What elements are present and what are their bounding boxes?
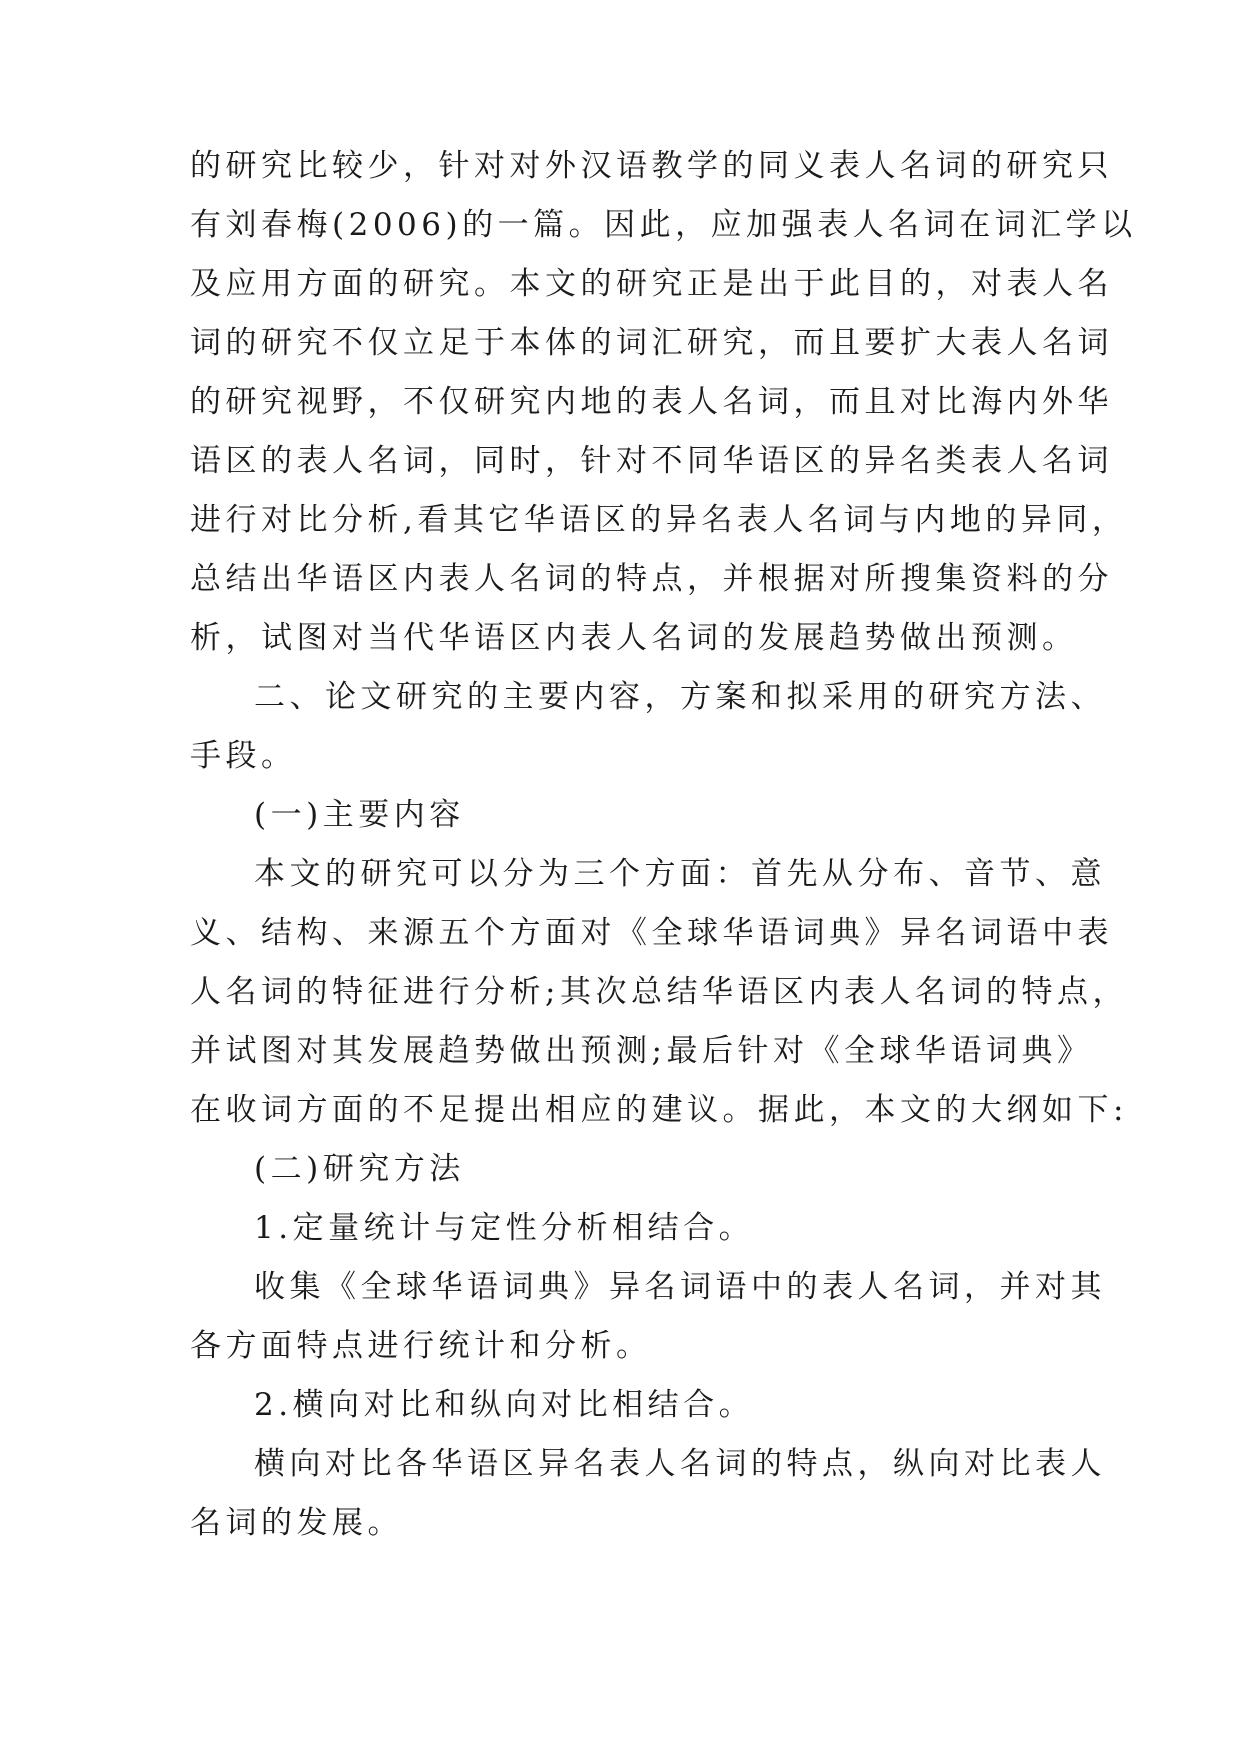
text-line: 有刘春梅(2006)的一篇。因此，应加强表人名词在词汇学以 [190, 207, 1137, 243]
text-line: 进行对比分析,看其它华语区的异名表人名词与内地的异同， [190, 502, 1128, 538]
section-heading: 二、论文研究的主要内容，方案和拟采用的研究方法、 [254, 679, 1106, 715]
text-line: 义、结构、来源五个方面对《全球华语词典》异名词语中表 [190, 915, 1113, 951]
subsection-heading: (二)研究方法 [254, 1151, 465, 1187]
subsection-heading: (一)主要内容 [254, 797, 465, 833]
text-line: 各方面特点进行统计和分析。 [190, 1328, 652, 1364]
text-line: 手段。 [190, 738, 297, 774]
text-line: 人名词的特征进行分析;其次总结华语区内表人名词的特点， [190, 974, 1128, 1010]
text-line: 在收词方面的不足提出相应的建议。据此，本文的大纲如下: [190, 1092, 1128, 1128]
text-line: 及应用方面的研究。本文的研究正是出于此目的，对表人名 [190, 266, 1113, 302]
list-item-heading: 2.横向对比和纵向对比相结合。 [254, 1387, 755, 1423]
text-line: 并试图对其发展趋势做出预测;最后针对《全球华语词典》 [190, 1033, 1093, 1069]
list-item-heading: 1.定量统计与定性分析相结合。 [254, 1210, 755, 1246]
text-line: 析，试图对当代华语区内表人名词的发展趋势做出预测。 [190, 620, 1078, 656]
text-line: 词的研究不仅立足于本体的词汇研究，而且要扩大表人名词 [190, 325, 1113, 361]
text-line: 的研究比较少，针对对外汉语教学的同义表人名词的研究只 [190, 148, 1113, 184]
text-line: 的研究视野，不仅研究内地的表人名词，而且对比海内外华 [190, 384, 1113, 420]
text-line: 横向对比各华语区异名表人名词的特点，纵向对比表人 [254, 1446, 1106, 1482]
text-line: 语区的表人名词，同时，针对不同华语区的异名类表人名词 [190, 443, 1113, 479]
text-line: 收集《全球华语词典》异名词语中的表人名词，并对其 [254, 1269, 1106, 1305]
text-line: 名词的发展。 [190, 1505, 403, 1541]
text-line: 本文的研究可以分为三个方面：首先从分布、音节、意 [254, 856, 1106, 892]
text-line: 总结出华语区内表人名词的特点，并根据对所搜集资料的分 [190, 561, 1113, 597]
